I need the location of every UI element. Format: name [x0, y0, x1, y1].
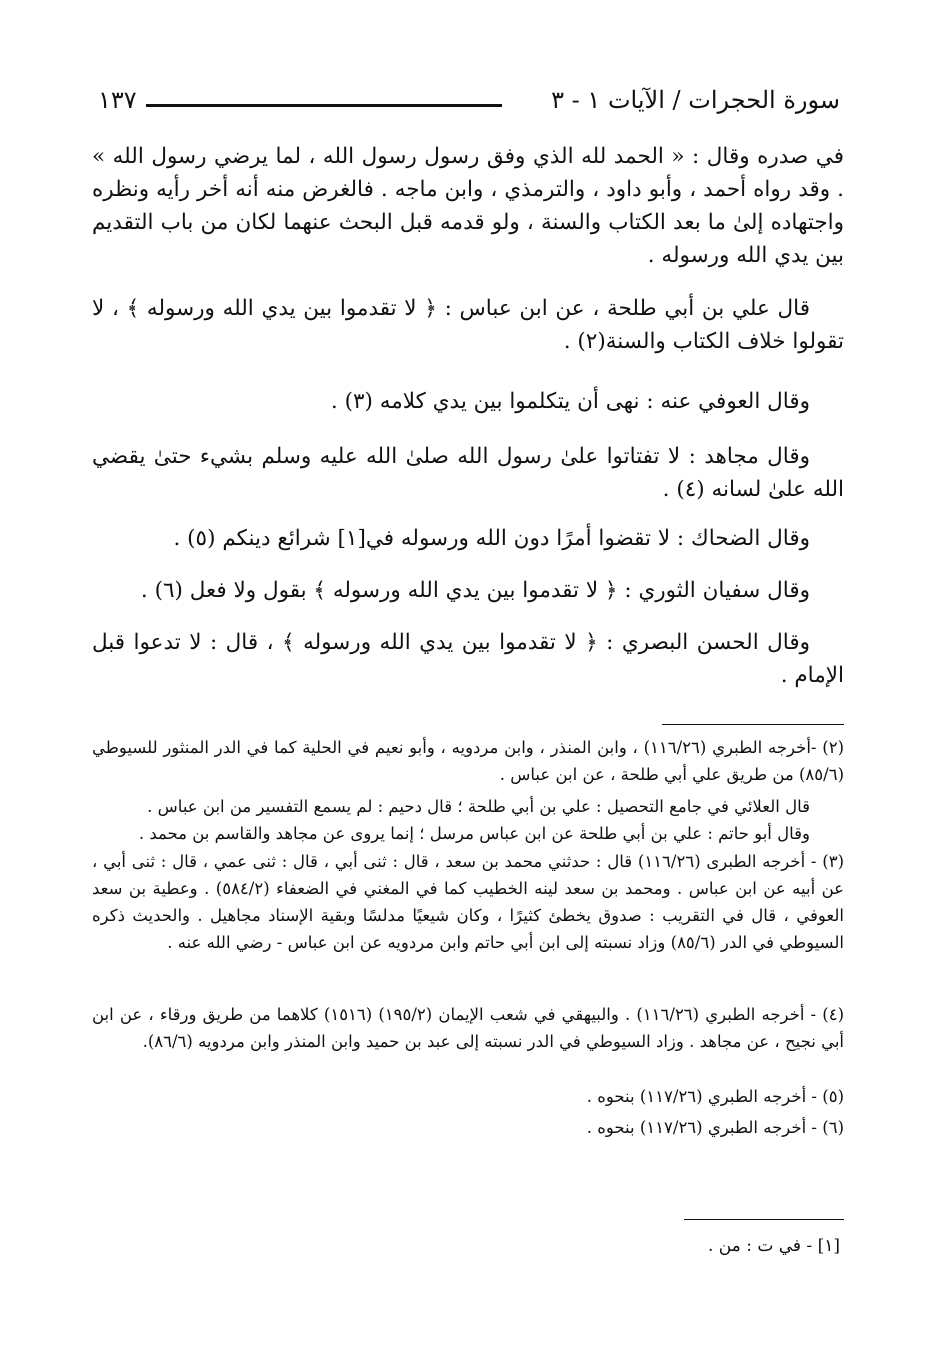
footnote-2: (٢) -أخرجه الطبري (١١٦/٢٦) ، وابن المنذر ، وابن مردويه ، وأبو نعيم في الحلية كما في الدر المنثور للسيوطي (٨٥/٦) من طريق علي أبي طلحة ، عن ابن عباس .	[92, 738, 844, 784]
editor-note: [١] - في ت : من .	[707, 1236, 840, 1256]
footnote-3: (٣) - أخرجه الطبرى (١١٦/٢٦) قال : حدثني محمد بن سعد ، قال : ثنى أبي ، قال : ثنى عمي ، قال : ثنى أبي ، عن أبيه عن ابن عباس . ومحمد بن سعد لينه الخطيب كما في المغني في الضعفاء (٥٨٤/٢) . وعطية بن سعد العوفي ، قال في التقريب : صدوق يخطئ كثيرًا ، وكان شيعيًا مدلسًا وبقية الإسناد مجاهيل . والحديث ذكره السيوطي في الدر (٨٥/٦) وزاد نسبته إلى ابن أبي حاتم وابن مردويه عن ابن عباس - رضي الله عنه .	[92, 852, 845, 952]
header-rule	[146, 104, 502, 107]
footnote-4: (٤) - أخرجه الطبري (١١٦/٢٦) . والبيهقي في شعب الإيمان (١٩٥/٢) (١٥١٦) كلاهما من طريق ورقاء ، عن ابن أبي نجيح ، عن مجاهد . وزاد السيوطي في الدر نسبته إلى عبد بن حميد وابن المنذر وابن مردويه (٨٦/٦).	[92, 1005, 844, 1051]
paragraph-4: وقال مجاهد : لا تفتاتوا علىٰ رسول الله صلىٰ الله عليه وسلم بشيء حتىٰ يقضي الله علىٰ لسانه (٤) .	[92, 444, 844, 502]
footnote-2-note-b: وقال أبو حاتم : علي بن أبي طلحة عن ابن عباس مرسل ؛ إنما يروى عن مجاهد والقاسم بن محمد .	[138, 824, 810, 843]
editor-note-separator	[684, 1219, 844, 1220]
page-number: ١٣٧	[98, 86, 137, 114]
footnote-5: (٥) - أخرجه الطبري (١١٧/٢٦) بنحوه .	[586, 1087, 844, 1106]
paragraph-5: وقال الضحاك : لا تقضوا أمرًا دون الله ورسوله في[١] شرائع دينكم (٥) .	[173, 526, 810, 551]
chapter-header: سورة الحجرات / الآيات ١ - ٣	[551, 86, 840, 114]
paragraph-3: وقال العوفي عنه : نهى أن يتكلموا بين يدي كلامه (٣) .	[330, 389, 810, 414]
paragraph-7: وقال الحسن البصري : ﴿ لا تقدموا بين يدي الله ورسوله ﴾ ، قال : لا تدعوا قبل الإمام .	[92, 630, 844, 688]
paragraph-1: في صدره وقال : « الحمد لله الذي وفق رسول رسول الله ، لما يرضي رسول الله » . وقد رواه أحمد ، وأبو داود ، والترمذي ، وابن ماجه . فالغرض منه أنه أخر رأيه ونظره واجتهاده إلىٰ ما بعد الكتاب والسنة ، ولو قدمه قبل البحث عنهما لكان من باب التقديم بين يدي الله ورسوله .	[92, 144, 844, 268]
paragraph-2: قال علي بن أبي طلحة ، عن ابن عباس : ﴿ لا تقدموا بين يدي الله ورسوله ﴾ ، لا تقولوا خلاف الكتاب والسنة(٢) .	[92, 296, 844, 354]
footnote-6: (٦) - أخرجه الطبري (١١٧/٢٦) بنحوه .	[586, 1118, 844, 1137]
footnote-separator	[662, 724, 844, 725]
footnote-2-note-a: قال العلائي في جامع التحصيل : علي بن أبي طلحة ؛ قال دحيم : لم يسمع التفسير من ابن عباس .	[147, 797, 810, 816]
paragraph-6: وقال سفيان الثوري : ﴿ لا تقدموا بين يدي الله ورسوله ﴾ بقول ولا فعل (٦) .	[140, 578, 810, 603]
